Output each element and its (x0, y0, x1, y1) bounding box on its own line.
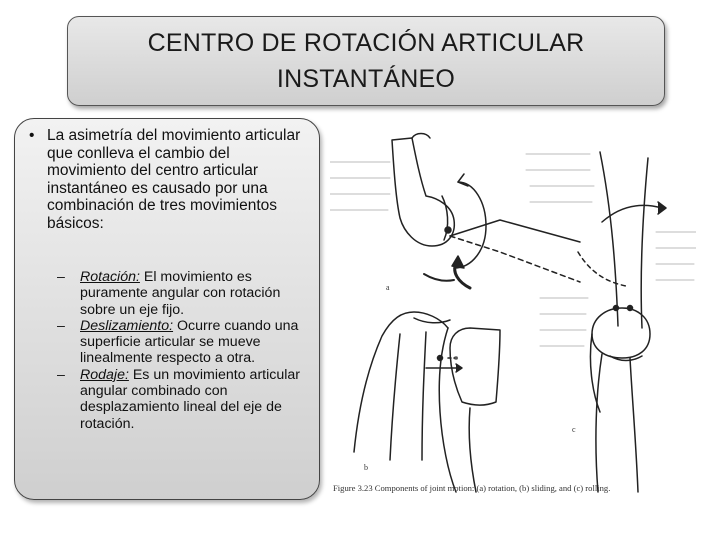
term-rotation: Rotación: (80, 269, 140, 285)
term-rolling: Rodaje: (80, 366, 129, 383)
joint-motion-figure (330, 122, 696, 500)
dash-marker: – (57, 366, 65, 383)
content-box (14, 118, 320, 500)
figure-label-c: c (572, 425, 576, 434)
main-bullet (29, 127, 311, 233)
slide-title-line-1: CENTRO DE ROTACIÓN ARTICULAR (147, 29, 585, 57)
sub-bullet-sliding (57, 318, 311, 367)
dash-marker: – (57, 269, 65, 285)
figure-label-a: a (386, 283, 390, 292)
slide-title-line-2: INSTANTÁNEO (276, 65, 456, 93)
sub-bullet-rotation (57, 269, 311, 318)
dash-marker: – (57, 317, 65, 334)
rotation-diagram (392, 134, 580, 289)
slide-title-box (67, 16, 665, 106)
sliding-diagram (354, 312, 500, 492)
figure-caption: Figure 3.23 Components of joint motion: (a) rotation, (b) sliding, and (c) rolling. (333, 483, 611, 493)
sub-bullet-list (57, 269, 311, 432)
rolling-diagram (578, 152, 666, 492)
figure-label-o: o (454, 353, 458, 362)
desc-rolling: Es un movimiento articular angular combinado con desplazamiento lineal del eje de rotación. (80, 366, 301, 432)
bullet-text: La asimetría del movimiento articular que conlleva el cambio del movimiento del centro articular instantáneo es causado por una combinación de tres movimientos básicos: (47, 127, 301, 232)
desc-rotation: El movimiento es puramente angular con rotación sobre un eje fijo. (80, 269, 281, 318)
sub-bullet-rolling (57, 367, 311, 432)
term-sliding: Deslizamiento: (80, 317, 174, 334)
figure-label-b: b (364, 463, 368, 472)
bullet-marker: • (29, 127, 35, 144)
desc-sliding: Ocurre cuando una superficie articular se mueve linealmente respecto a otra. (80, 317, 299, 367)
